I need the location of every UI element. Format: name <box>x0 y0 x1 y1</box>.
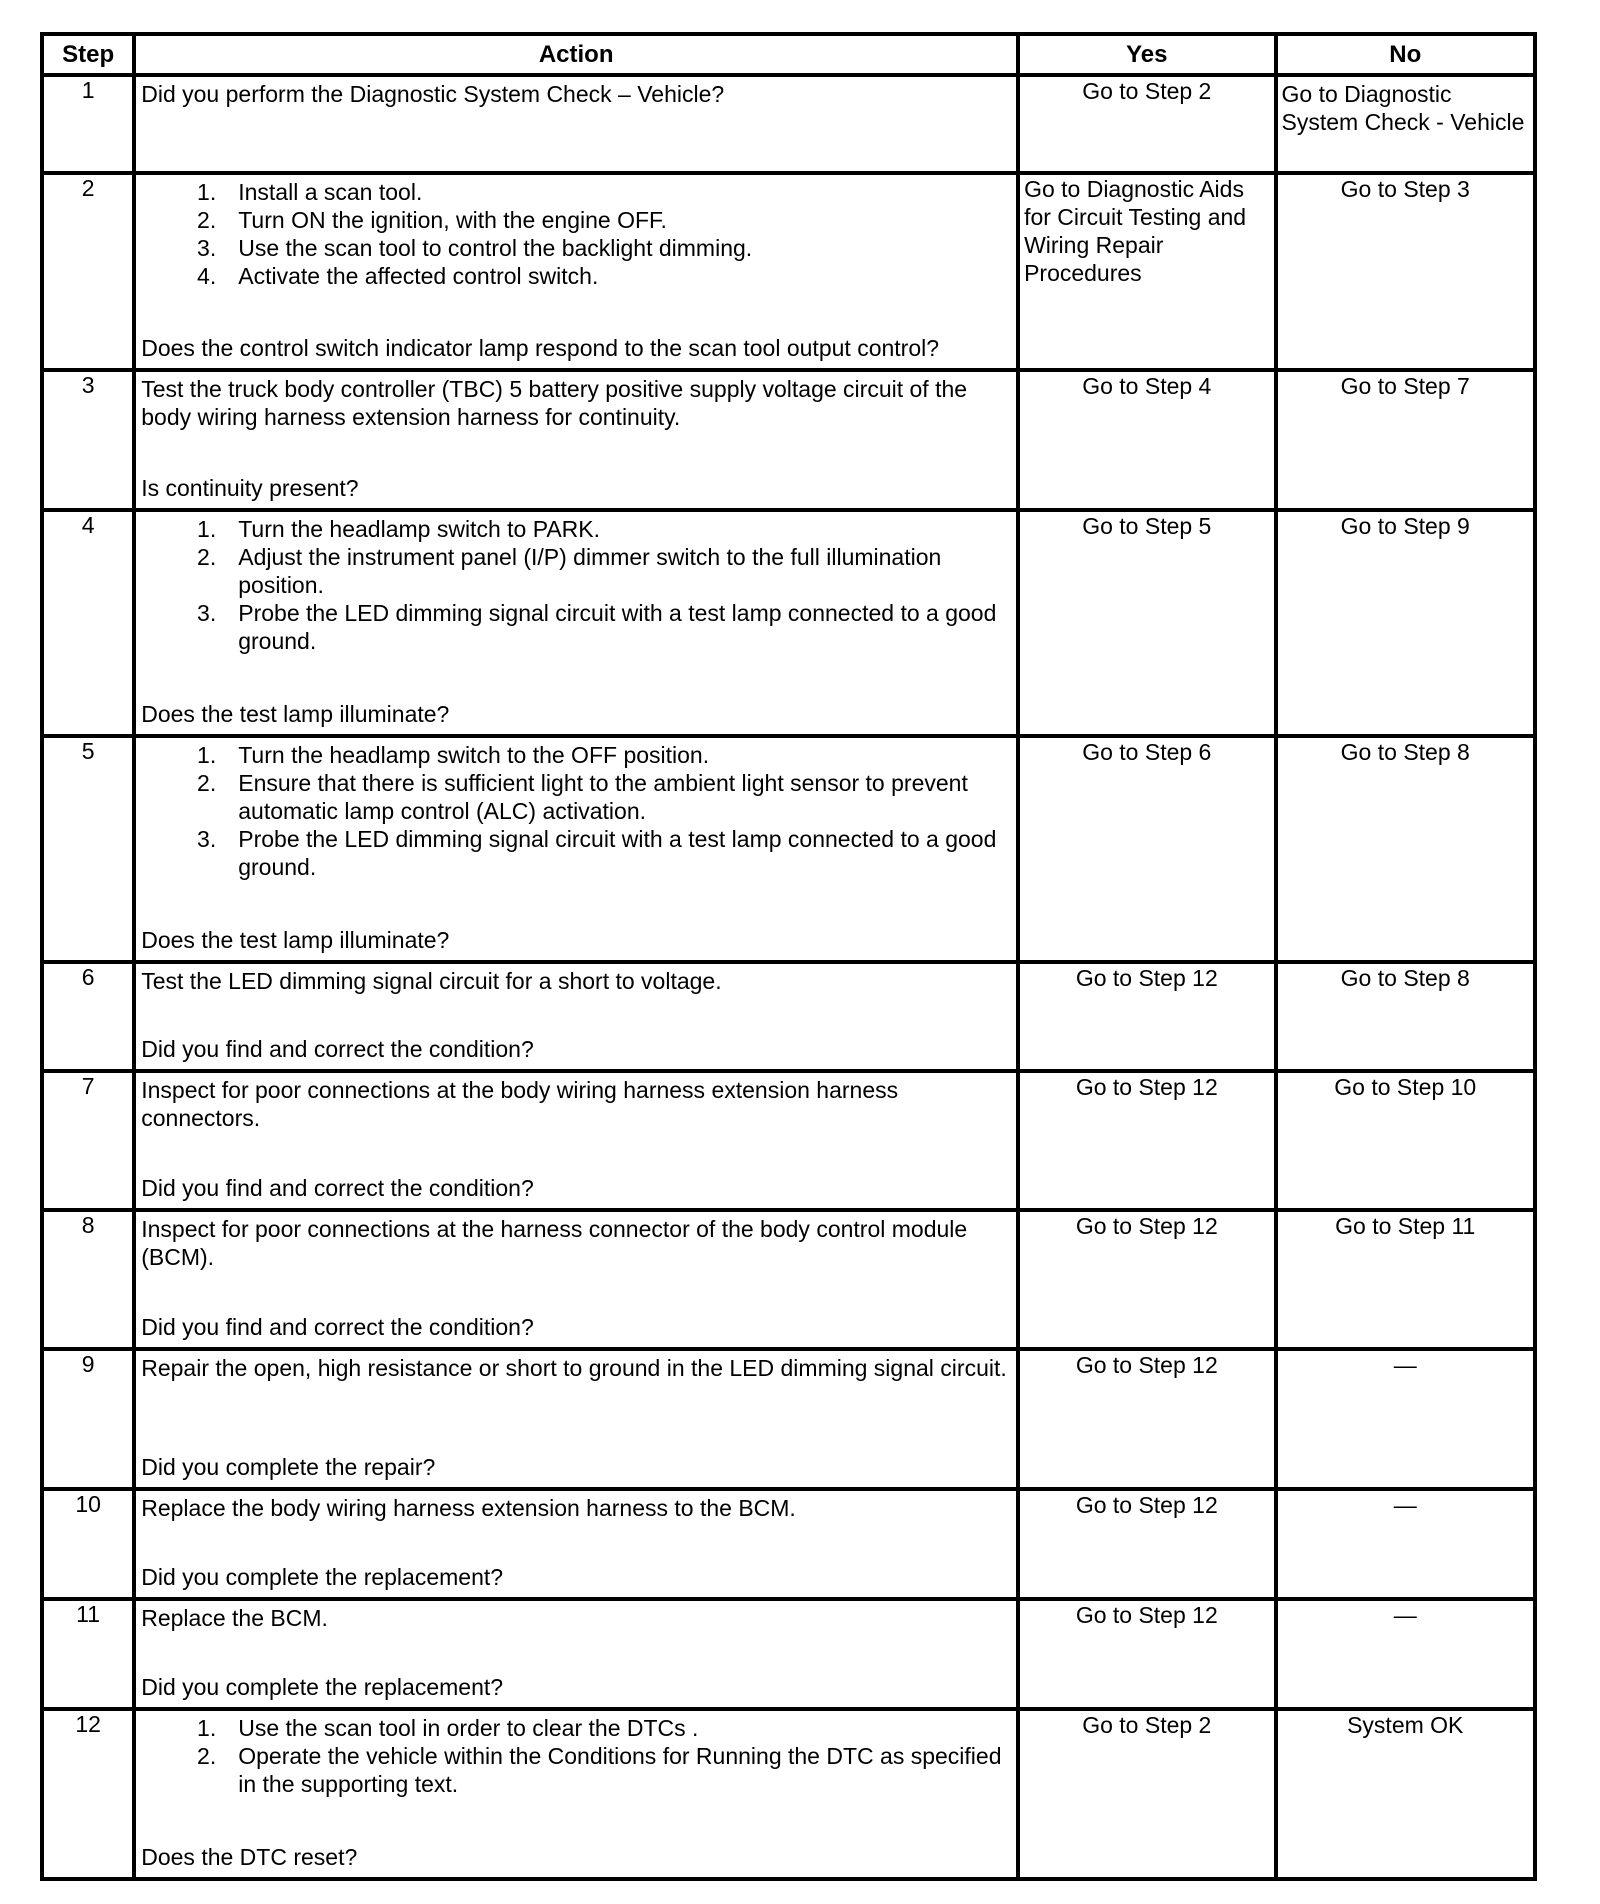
list-item-text: Turn the headlamp switch to PARK. <box>238 516 601 542</box>
no-result: Go to Step 8 <box>1276 962 1536 1071</box>
table-row <box>42 1599 1535 1709</box>
action-text: Test the truck body controller (TBC) 5 battery positive supply voltage circuit of the body wiring harness extension harness for continuity. <box>141 376 968 430</box>
action-cell <box>134 736 1018 962</box>
no-result: Go to Step 11 <box>1276 1210 1536 1349</box>
step-number: 7 <box>42 1071 134 1210</box>
no-result: — <box>1276 1599 1536 1709</box>
yes-result: Go to Step 5 <box>1018 510 1275 736</box>
step-number: 10 <box>42 1489 134 1599</box>
list-item: 3. Probe the LED dimming signal circuit with a test lamp connected to a good ground. <box>141 599 1012 655</box>
list-item-text: Adjust the instrument panel (I/P) dimmer switch to the full illumination position. <box>238 544 942 598</box>
no-result: System OK <box>1276 1709 1536 1879</box>
list-item-text: Turn the headlamp switch to the OFF position. <box>238 742 710 768</box>
action-question: Does the control switch indicator lamp respond to the scan tool output control? <box>141 335 940 361</box>
action-cell <box>134 75 1018 173</box>
action-text: Did you perform the Diagnostic System Check – Vehicle? <box>141 81 725 107</box>
table-row <box>42 1709 1535 1879</box>
action-question: Did you complete the repair? <box>141 1454 436 1480</box>
step-number: 3 <box>42 370 134 510</box>
action-question: Did you complete the replacement? <box>141 1564 504 1590</box>
list-item-text: Operate the vehicle within the Conditions for Running the DTC as specified in the supporting text. <box>238 1743 1002 1797</box>
action-question: Does the DTC reset? <box>141 1844 358 1870</box>
list-item-text: Use the scan tool to control the backlight dimming. <box>238 235 753 261</box>
yes-result: Go to Step 2 <box>1018 1709 1275 1879</box>
list-item: 4. Activate the affected control switch. <box>141 262 1012 290</box>
step-number: 11 <box>42 1599 134 1709</box>
no-result: — <box>1276 1489 1536 1599</box>
action-cell <box>134 1071 1018 1210</box>
yes-result: Go to Step 4 <box>1018 370 1275 510</box>
action-cell <box>134 1599 1018 1709</box>
action-question: Is continuity present? <box>141 475 359 501</box>
no-result: Go to Step 9 <box>1276 510 1536 736</box>
table-row <box>42 1210 1535 1349</box>
table-row <box>42 510 1535 736</box>
action-steps-list <box>141 178 1012 290</box>
list-item: 1. Turn the headlamp switch to PARK. <box>141 515 1012 543</box>
action-cell <box>134 962 1018 1071</box>
step-number: 5 <box>42 736 134 962</box>
list-item-text: Turn ON the ignition, with the engine OFF. <box>238 207 667 233</box>
list-item: 2. Turn ON the ignition, with the engine OFF. <box>141 206 1012 234</box>
no-result: Go to Step 3 <box>1276 173 1536 370</box>
yes-result: Go to Diagnostic Aids for Circuit Testing and Wiring Repair Procedures <box>1018 173 1275 370</box>
list-item: 1. Turn the headlamp switch to the OFF position. <box>141 741 1012 769</box>
action-question: Did you find and correct the condition? <box>141 1175 534 1201</box>
list-item: 3. Probe the LED dimming signal circuit with a test lamp connected to a good ground. <box>141 825 1012 881</box>
action-text: Inspect for poor connections at the body wiring harness extension harness connectors. <box>141 1077 899 1131</box>
action-question: Did you complete the replacement? <box>141 1674 504 1700</box>
diagnostic-table <box>40 32 1537 1881</box>
table-row <box>42 962 1535 1071</box>
yes-result: Go to Step 12 <box>1018 1210 1275 1349</box>
list-item-text: Ensure that there is sufficient light to the ambient light sensor to prevent automatic lamp control (ALC) activation. <box>238 770 968 824</box>
list-item: 2. Operate the vehicle within the Conditions for Running the DTC as specified in the supporting text. <box>141 1742 1012 1798</box>
step-number: 2 <box>42 173 134 370</box>
yes-result: Go to Step 12 <box>1018 1599 1275 1709</box>
list-item: 2. Ensure that there is sufficient light to the ambient light sensor to prevent automatic lamp control (ALC) activation. <box>141 769 1012 825</box>
table-row <box>42 1349 1535 1489</box>
action-cell <box>134 1210 1018 1349</box>
yes-result: Go to Step 12 <box>1018 962 1275 1071</box>
step-number: 9 <box>42 1349 134 1489</box>
step-number: 12 <box>42 1709 134 1879</box>
table-row <box>42 370 1535 510</box>
no-result: Go to Step 8 <box>1276 736 1536 962</box>
table-row <box>42 75 1535 173</box>
list-item-text: Use the scan tool in order to clear the DTCs . <box>238 1715 699 1741</box>
action-steps-list <box>141 515 1012 655</box>
action-cell <box>134 510 1018 736</box>
header-no: No <box>1276 34 1536 75</box>
header-step: Step <box>42 34 134 75</box>
yes-result: Go to Step 2 <box>1018 75 1275 173</box>
action-text: Replace the BCM. <box>141 1605 328 1631</box>
table-row <box>42 736 1535 962</box>
list-item: 1. Use the scan tool in order to clear the DTCs . <box>141 1714 1012 1742</box>
header-action: Action <box>134 34 1018 75</box>
action-cell <box>134 370 1018 510</box>
action-question: Does the test lamp illuminate? <box>141 701 450 727</box>
action-cell <box>134 173 1018 370</box>
list-item-text: Probe the LED dimming signal circuit with a test lamp connected to a good ground. <box>238 826 997 880</box>
action-text: Test the LED dimming signal circuit for a short to voltage. <box>141 968 722 994</box>
action-steps-list <box>141 741 1012 881</box>
action-text: Replace the body wiring harness extension harness to the BCM. <box>141 1495 796 1521</box>
yes-result: Go to Step 12 <box>1018 1071 1275 1210</box>
list-item-text: Probe the LED dimming signal circuit with a test lamp connected to a good ground. <box>238 600 997 654</box>
list-item-text: Install a scan tool. <box>238 179 423 205</box>
action-cell <box>134 1709 1018 1879</box>
step-number: 6 <box>42 962 134 1071</box>
action-question: Did you find and correct the condition? <box>141 1314 534 1340</box>
no-result: Go to Step 10 <box>1276 1071 1536 1210</box>
no-result: Go to Step 7 <box>1276 370 1536 510</box>
action-question: Did you find and correct the condition? <box>141 1036 534 1062</box>
header-yes: Yes <box>1018 34 1275 75</box>
step-number: 8 <box>42 1210 134 1349</box>
header-row <box>42 34 1535 75</box>
step-number: 4 <box>42 510 134 736</box>
yes-result: Go to Step 6 <box>1018 736 1275 962</box>
step-number: 1 <box>42 75 134 173</box>
action-cell <box>134 1349 1018 1489</box>
list-item: 2. Adjust the instrument panel (I/P) dimmer switch to the full illumination position. <box>141 543 1012 599</box>
list-item: 3. Use the scan tool to control the backlight dimming. <box>141 234 1012 262</box>
list-item: 1. Install a scan tool. <box>141 178 1012 206</box>
no-result: Go to Diagnostic System Check - Vehicle <box>1276 75 1536 173</box>
action-text: Repair the open, high resistance or short to ground in the LED dimming signal circuit. <box>141 1355 1007 1381</box>
action-question: Does the test lamp illuminate? <box>141 927 450 953</box>
table-row <box>42 173 1535 370</box>
yes-result: Go to Step 12 <box>1018 1349 1275 1489</box>
table-row <box>42 1071 1535 1210</box>
action-cell <box>134 1489 1018 1599</box>
table-row <box>42 1489 1535 1599</box>
yes-result: Go to Step 12 <box>1018 1489 1275 1599</box>
no-result: — <box>1276 1349 1536 1489</box>
table-body <box>42 75 1535 1879</box>
action-text: Inspect for poor connections at the harness connector of the body control module (BCM). <box>141 1216 968 1270</box>
action-steps-list <box>141 1714 1012 1798</box>
list-item-text: Activate the affected control switch. <box>238 263 599 289</box>
